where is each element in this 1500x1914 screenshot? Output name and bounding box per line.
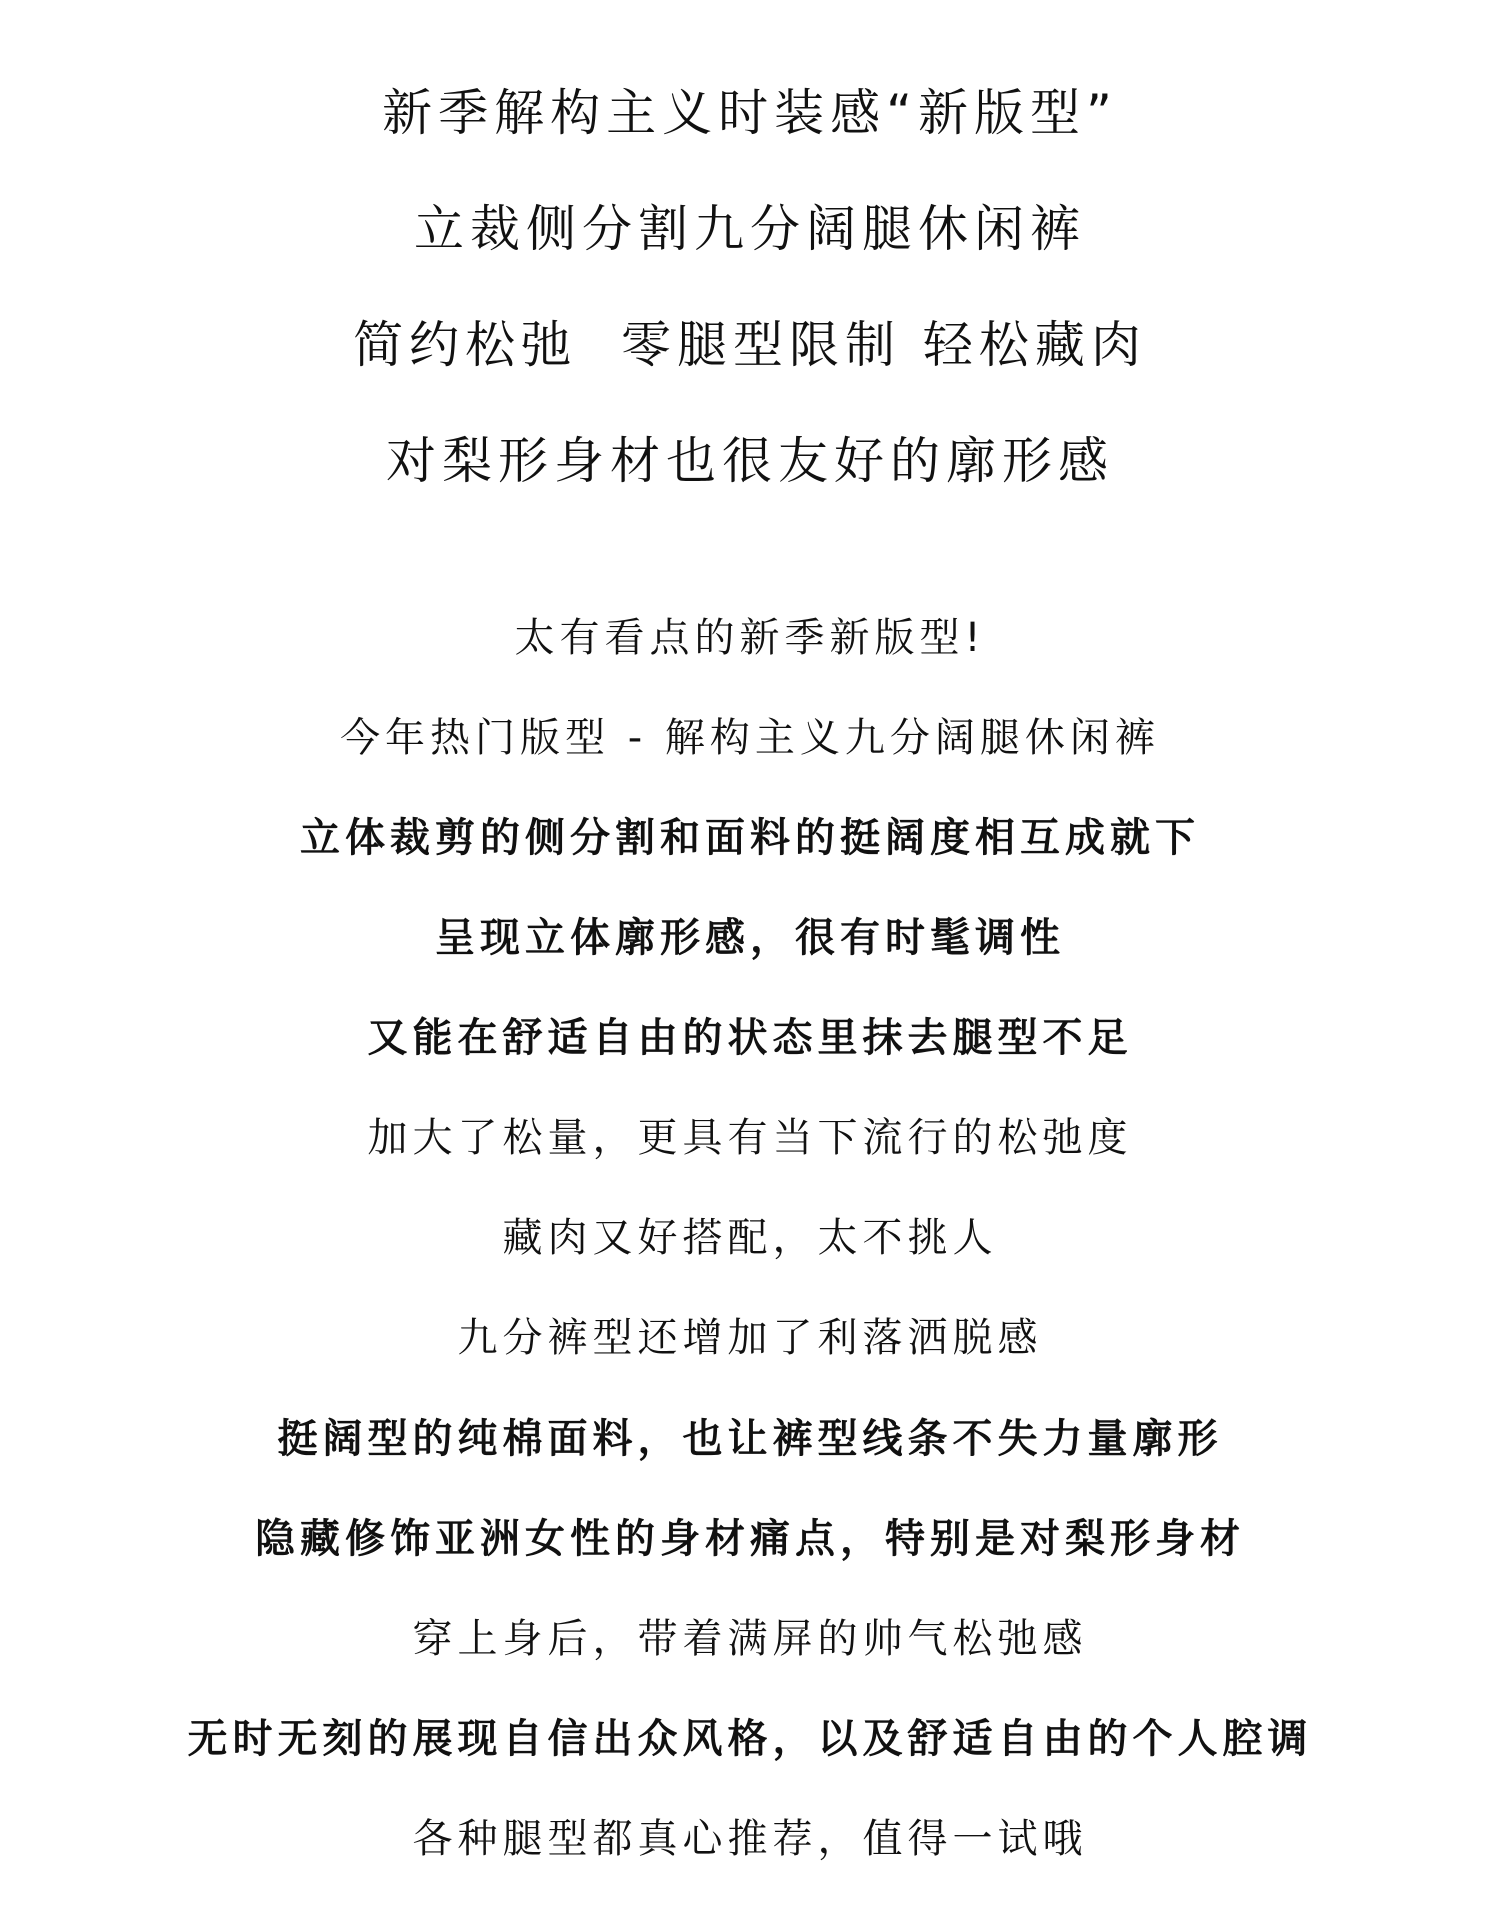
title-line-3: 简约松弛 零腿型限制 轻松藏肉 bbox=[353, 316, 1147, 374]
body-line-5: 又能在舒适自由的状态里抹去腿型不足 bbox=[367, 1015, 1133, 1061]
body-line-12: 无时无刻的展现自信出众风格，以及舒适自由的个人腔调 bbox=[187, 1716, 1313, 1762]
body-line-9: 挺阔型的纯棉面料，也让裤型线条不失力量廓形 bbox=[277, 1416, 1223, 1462]
title-line-1: 新季解构主义时装感“新版型” bbox=[382, 84, 1118, 142]
title-line-2: 立裁侧分割九分阔腿休闲裤 bbox=[414, 200, 1086, 258]
title-line-4: 对梨形身材也很友好的廓形感 bbox=[386, 432, 1114, 490]
body-line-4: 呈现立体廓形感，很有时髦调性 bbox=[435, 915, 1065, 961]
body-line-6: 加大了松量，更具有当下流行的松弛度 bbox=[367, 1115, 1133, 1161]
body-line-11: 穿上身后，带着满屏的帅气松弛感 bbox=[412, 1616, 1088, 1662]
body-line-13: 各种腿型都真心推荐，值得一试哦 bbox=[412, 1816, 1088, 1862]
body-line-3: 立体裁剪的侧分割和面料的挺阔度相互成就下 bbox=[300, 815, 1200, 861]
body-line-7: 藏肉又好搭配，太不挑人 bbox=[502, 1215, 998, 1261]
body-line-8: 九分裤型还增加了利落洒脱感 bbox=[457, 1315, 1043, 1361]
body-line-2: 今年热门版型 - 解构主义九分阔腿休闲裤 bbox=[340, 715, 1160, 761]
body-line-10: 隐藏修饰亚洲女性的身材痛点，特别是对梨形身材 bbox=[255, 1516, 1245, 1562]
body-line-1: 太有看点的新季新版型! bbox=[514, 615, 986, 661]
